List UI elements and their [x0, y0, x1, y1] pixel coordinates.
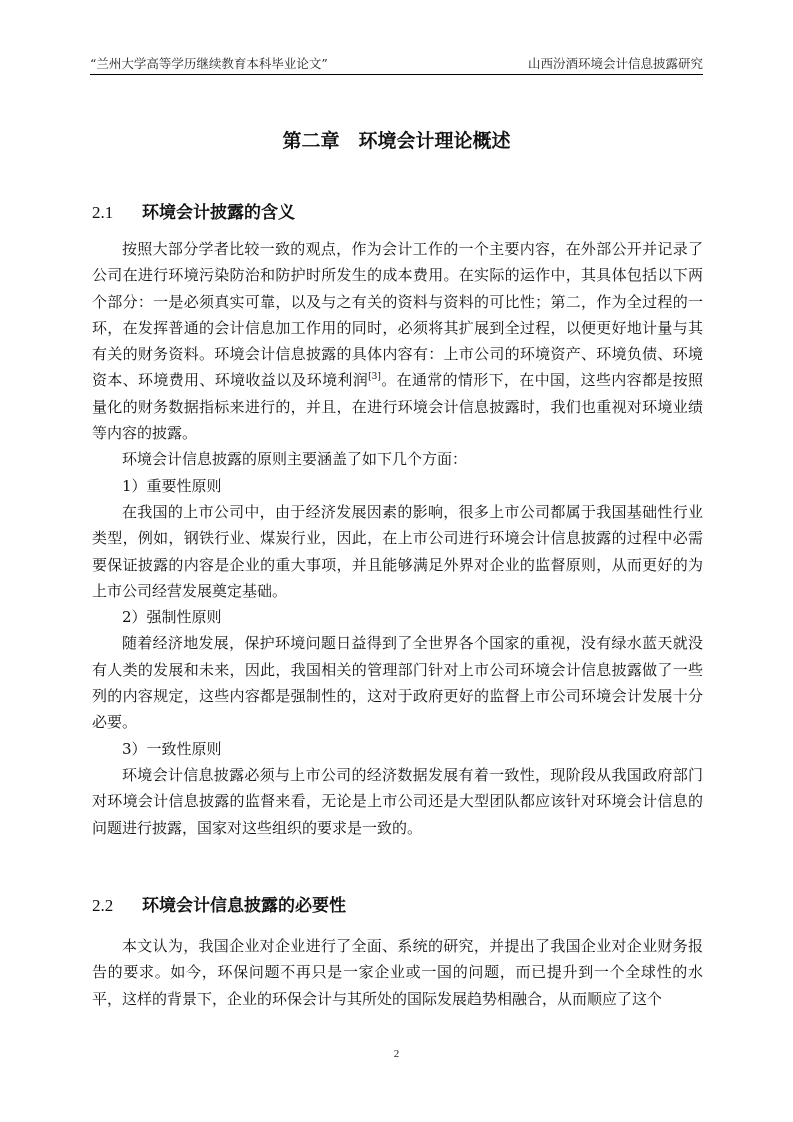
- principle-heading: 3）一致性原则: [122, 739, 222, 758]
- citation-ref: [3]: [368, 372, 381, 383]
- chapter-title: 第二章 环境会计理论概述: [282, 130, 511, 152]
- paragraph: 随着经济地发展，保护环境问题日益得到了全世界各个国家的重视，没有绿水蓝天就没有人类的发展和未来，因此，我国相关的管理部门针对上市公司环境会计信息披露做了一些列的内容规定，这些内容都是强制性的，这对于政府更好的监督上市公司环境会计发展十分必要。: [92, 634, 703, 732]
- section-2-2-body: [92, 933, 703, 1012]
- section-title: 环境会计披露的含义: [142, 203, 295, 223]
- section-number: 2.2: [92, 896, 114, 915]
- paragraph: 环境会计信息披露必须与上市公司的经济数据发展有着一致性，现阶段从我国政府部门对环境会计信息披露的监督来看，无论是上市公司还是大型团队都应该针对环境会计信息的问题进行披露，国家对这些组织的要求是一致的。: [92, 765, 703, 837]
- page-number: 2: [393, 1048, 400, 1060]
- paragraph-text: 。在通常的情形下，在中国，这些内容都是按照量化的财务数据指标来进行的，并且，在进行环境会计信息披露时，我们也重视对环境业绩等内容的披露。: [92, 371, 703, 443]
- paragraph-text: 按照大部分学者比较一致的观点，作为会计工作的一个主要内容，在外部公开并记录了公司在进行环境污染防治和防护时所发生的成本费用。在实际的运作中，其具体包括以下两个部分：一是必须真实可靠，以及与之有关的资料与资料的可比性；第二，作为全过程的一环，在发挥普通的会计信息加工作用的同时，必须将其扩展到全过程，以便更好地计量与其有关的财务资料。环境会计信息披露的具体内容有：上市公司的环境资产、环境负债、环境资本、环境费用、环境收益以及环境利润: [92, 240, 703, 390]
- header-paper-title: 山西汾酒环境会计信息披露研究: [527, 56, 703, 71]
- section-heading-2-1: [92, 198, 703, 223]
- paragraph: 在我国的上市公司中，由于经济发展因素的影响，很多上市公司都属于我国基础性行业类型，例如，钢铁行业、煤炭行业，因此，在上市公司进行环境会计信息披露的过程中必需要保证披露的内容是企业的重大事项，并且能够满足外界对企业的监督原则，从而更好的为上市公司经营发展奠定基础。: [92, 502, 703, 600]
- paragraph: [92, 236, 703, 446]
- section-number: 2.1: [92, 203, 114, 222]
- section-2-1-body: [92, 236, 703, 841]
- running-header: [90, 52, 703, 75]
- principle-heading: 2）强制性原则: [122, 608, 222, 627]
- principle-heading: 1）重要性原则: [122, 476, 222, 495]
- header-thesis-label: “兰州大学高等学历继续教育本科毕业论文”: [90, 56, 328, 71]
- section-heading-2-2: [92, 891, 703, 916]
- paragraph: 本文认为，我国企业对企业进行了全面、系统的研究，并提出了我国企业对企业财务报告的要求。如今，环保问题不再只是一家企业或一国的问题，而已提升到一个全球性的水平，这样的背景下，企业的环保会计与其所处的国际发展趋势相融合，从而顺应了这个: [92, 937, 703, 1008]
- paragraph: 环境会计信息披露的原则主要涵盖了如下几个方面：: [122, 450, 468, 469]
- section-title: 环境会计信息披露的必要性: [142, 896, 346, 916]
